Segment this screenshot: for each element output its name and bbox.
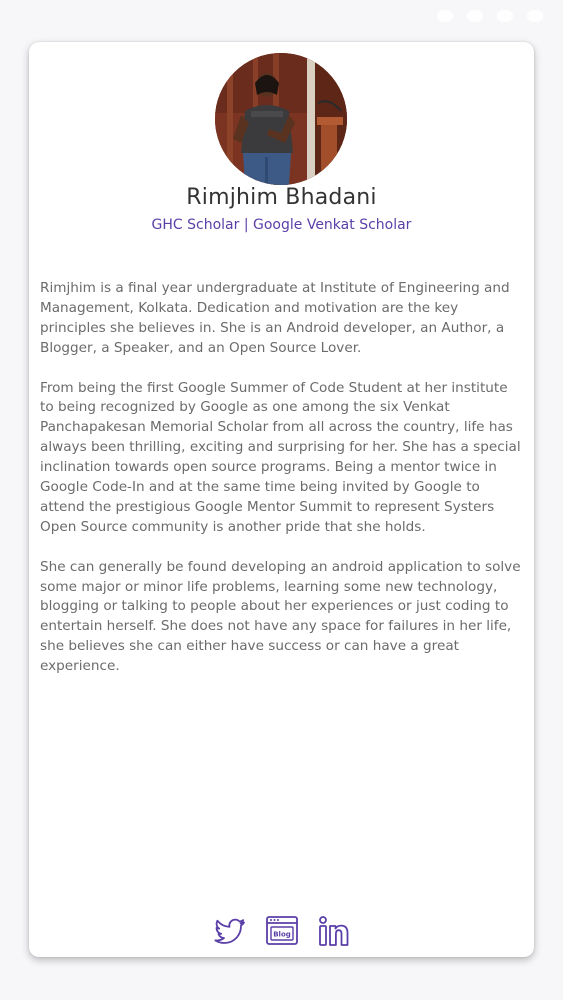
status-indicator	[527, 10, 543, 22]
social-links	[29, 914, 534, 948]
profile-name: Rimjhim Bhadani	[186, 185, 377, 210]
bio-paragraph: From being the first Google Summer of Code Student at her institute to being recognized by Google as one among the six Venkat Panchapakesan Memorial Scholar from all across the country, life has always been thrilling, exciting and surprising for her. She has a special inclination towards open source programs. Being a mentor twice in Google Code-In and at the same time being invited by Google to attend the prestigious Google Mentor Summit to represent Systers Open Source community is another pride that she holds.	[40, 379, 521, 535]
bio-section	[40, 279, 525, 697]
blog-icon-label: Blog	[272, 930, 291, 939]
linkedin-link[interactable]	[317, 914, 351, 948]
avatar	[215, 53, 347, 185]
avatar-photo	[215, 53, 347, 185]
bio-paragraph: She can generally be found developing an android application to solve some major or minor life problems, learning some new technology, blogging or talking to people about her experiences or just coding to entertain herself. She does not have any space for failures in her life, she believes she can either have success or can have a great experience.	[40, 558, 521, 675]
blog-icon	[265, 914, 299, 948]
twitter-link[interactable]	[213, 914, 247, 948]
status-indicator	[437, 10, 453, 22]
profile-card	[29, 42, 534, 957]
linkedin-icon	[317, 914, 351, 948]
blog-link[interactable]	[265, 914, 299, 948]
bio-paragraph: Rimjhim is a final year undergraduate at Institute of Engineering and Management, Kolkata. Dedication and motivation are the key principles she believes in. She is an Android developer, an Author, a Blogger, a Speaker, and an Open Source Lover.	[40, 280, 510, 356]
status-indicator	[497, 10, 513, 22]
twitter-icon	[213, 914, 247, 948]
status-bar	[437, 10, 543, 22]
status-indicator	[467, 10, 483, 22]
profile-subtitle: GHC Scholar | Google Venkat Scholar	[151, 217, 412, 233]
